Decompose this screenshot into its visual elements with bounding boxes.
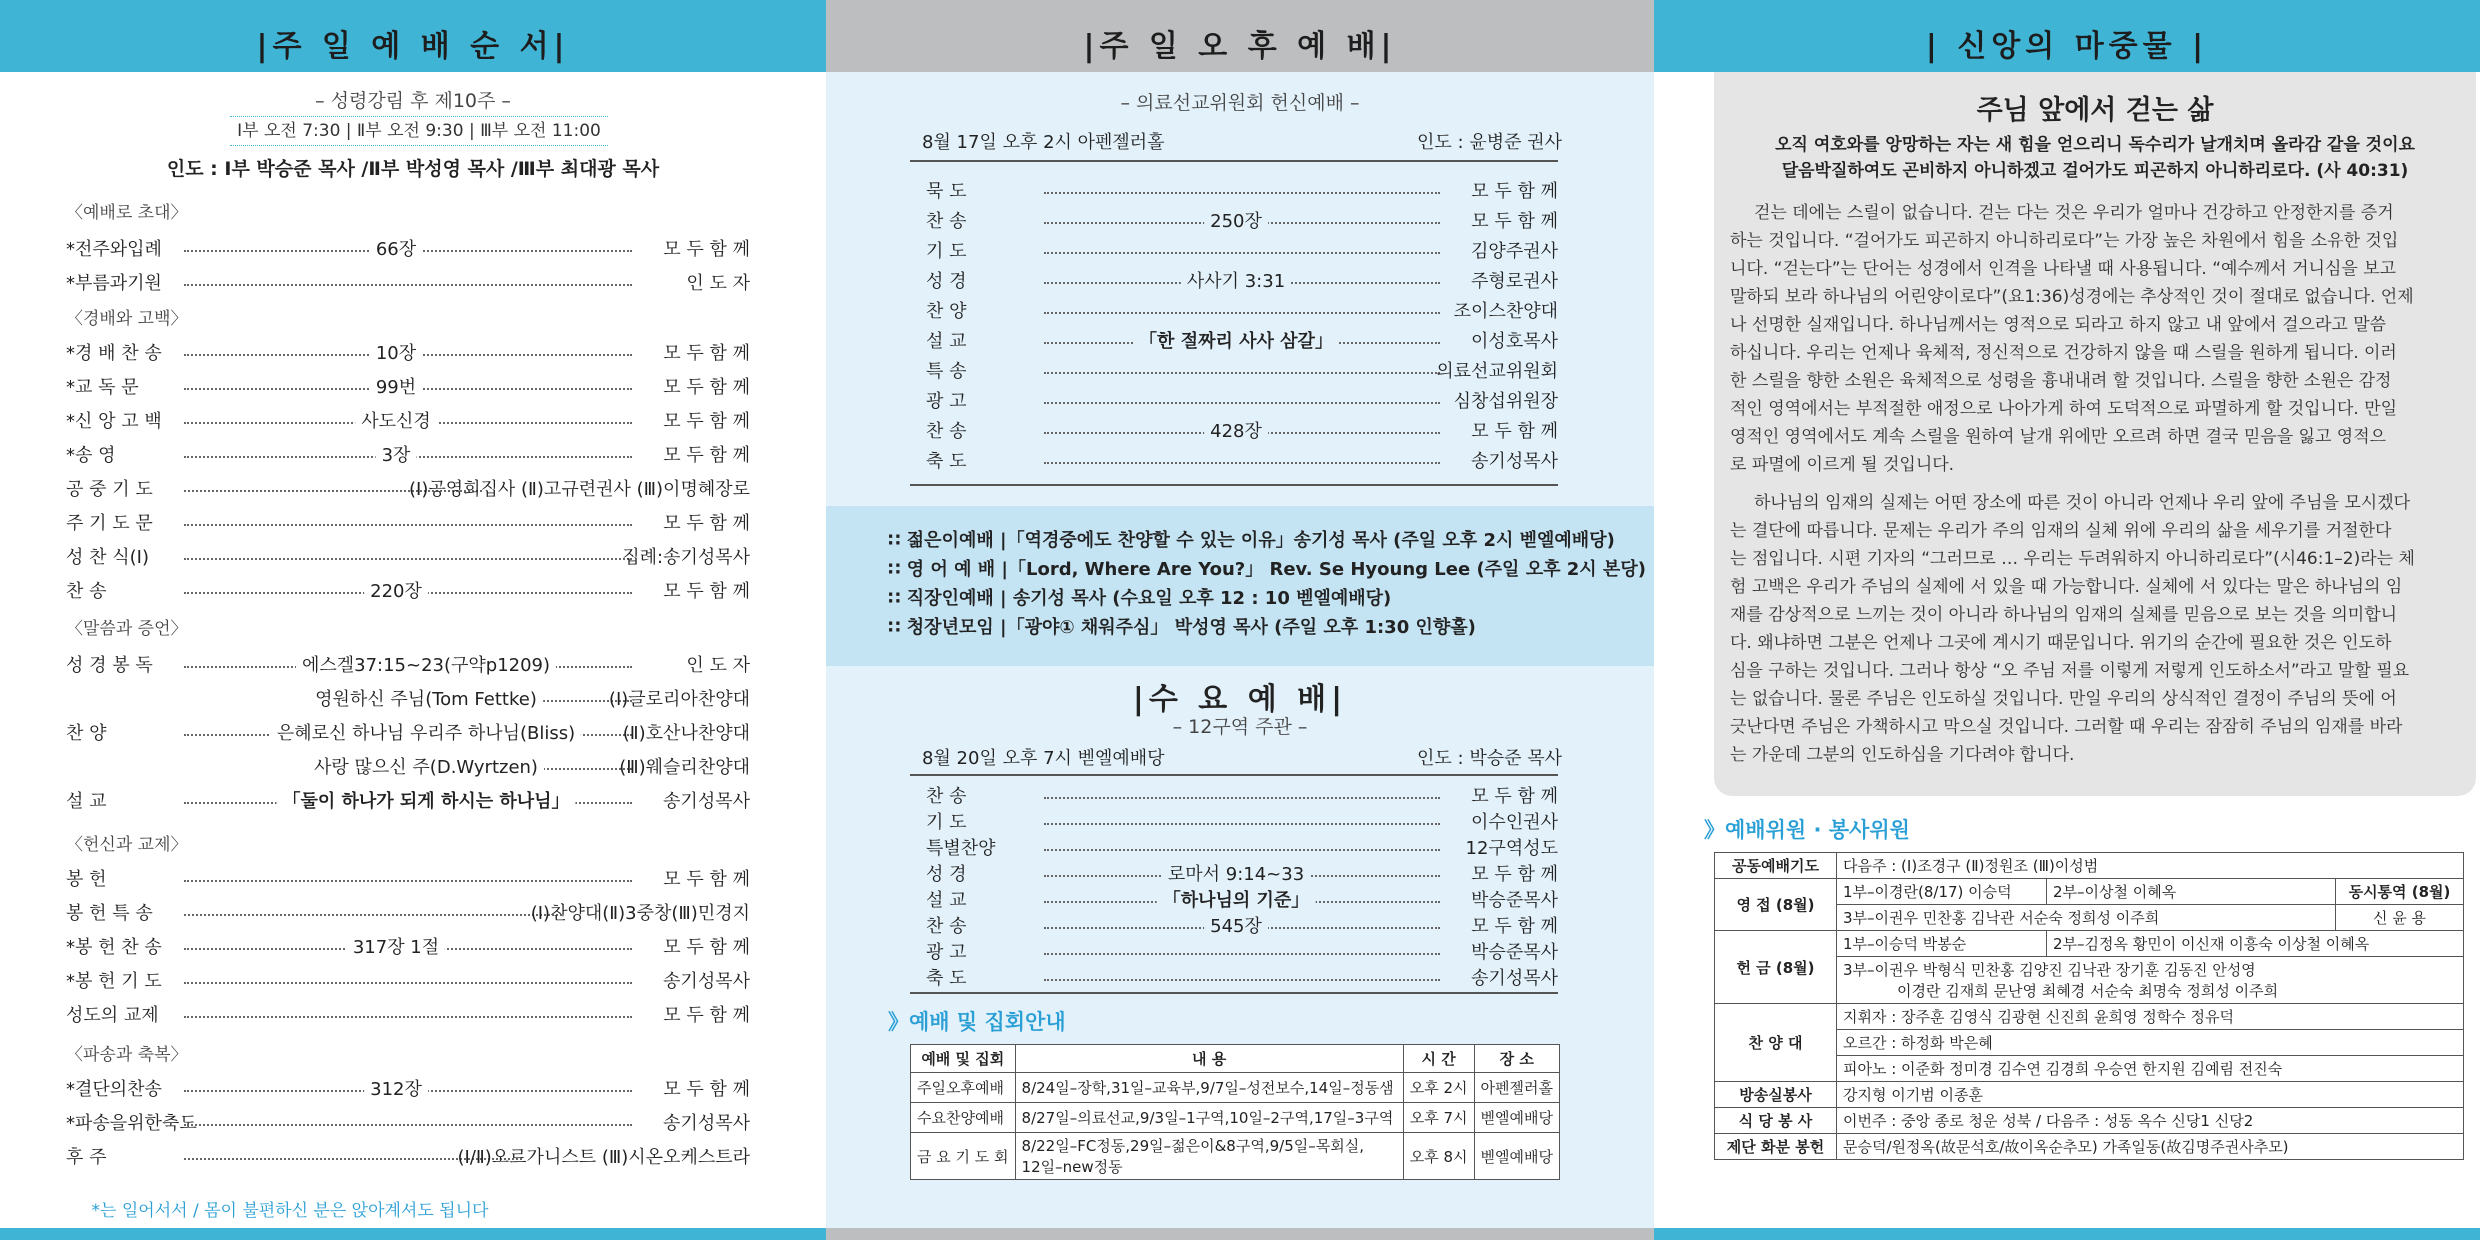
order-person: 모 두 함 께 (663, 937, 750, 958)
order-row (66, 720, 750, 748)
order-label: 광 고 (926, 391, 967, 412)
leader-dots (184, 880, 632, 882)
essay-title: 주님 앞에서 걷는 삶 (1976, 95, 2214, 126)
leader-dots (1044, 462, 1440, 464)
guide-header: 예배 및 집회 (911, 1045, 1016, 1073)
staff-label: 식 당 봉 사 (1715, 1108, 1837, 1134)
sunday-afternoon-panel (826, 0, 1654, 1240)
staff-cell: 2부–이상철 이혜옥 (2047, 879, 2336, 905)
order-label: 광 고 (926, 942, 967, 963)
wednesday-info: 8월 20일 오후 7시 벧엘예배당 (922, 748, 1165, 769)
order-content: 312장 (364, 1076, 428, 1104)
essay-line: 하나님의 임재의 실제는 어떤 장소에 따른 것이 아니라 언제나 우리 앞에 주님을 모시겠다 (1754, 493, 2411, 513)
guide-cell: 벧엘예배당 (1474, 1133, 1559, 1180)
order-person: (Ⅰ/Ⅱ)오르가니스트 (Ⅲ)시온오케스트라 (457, 1147, 750, 1168)
leader-dots (184, 982, 632, 984)
leader-dots (184, 558, 632, 560)
order-label: 설 교 (926, 331, 967, 352)
staff-cell (1837, 1004, 2464, 1082)
order-person: 송기성목사 (1471, 968, 1558, 989)
staff-cell: 신 윤 용 (2336, 905, 2464, 931)
guide-cell: 오후 7시 (1403, 1103, 1474, 1133)
order-person: 인 도 자 (686, 273, 750, 294)
order-label: *결단의찬송 (66, 1079, 162, 1100)
order-row (66, 900, 750, 928)
order-person: 조이스찬양대 (1453, 301, 1558, 322)
order-content: 317장 1절 (347, 934, 445, 962)
order-label: *부름과기원 (66, 273, 162, 294)
divider (910, 774, 1558, 776)
staff-cell-line: 지휘자 : 장주훈 김영식 김광현 신진희 윤희영 정학수 정유덕 (1837, 1004, 2463, 1030)
table-row (1715, 853, 2464, 879)
essay-line: 한 스릴을 향한 소원은 육체적으로 성령을 흉내내려 할 것입니다. 스릴을 향한 소원은 감정 (1730, 371, 2392, 391)
order-row (66, 788, 750, 816)
order-label: 찬 양 (926, 301, 967, 322)
order-label: 설 교 (926, 890, 967, 911)
guide-cell: 아펜젤러홀 (1474, 1073, 1559, 1103)
order-row (66, 866, 750, 894)
leader-dots (1044, 849, 1440, 851)
wednesday-leader: 인도 : 박승준 목사 (1417, 748, 1562, 769)
guide-cell: 주일오후예배 (911, 1073, 1016, 1103)
order-person: 김양주권사 (1471, 241, 1558, 262)
order-content: 사사기 3:31 (1181, 268, 1291, 296)
essay-line: 나 선명한 실재입니다. 하나님께서는 영적으로 되라고 하지 않고 내 앞에서 걸으라고 말씀 (1730, 315, 2387, 335)
notice-item: ∷ 직장인예배 | 송기성 목사 (수요일 오후 12 : 10 벧엘예배당) (888, 588, 1392, 609)
table-row (911, 1103, 1560, 1133)
order-label: 후 주 (66, 1147, 107, 1168)
order-content: 3장 (376, 442, 417, 470)
order-person: 모 두 함 께 (663, 377, 750, 398)
staff-cell: 1부–이승덕 박봉순 (1837, 931, 2047, 957)
order-label: 축 도 (926, 451, 967, 472)
staff-label: 공동예배기도 (1715, 853, 1837, 879)
order-row (926, 810, 1558, 836)
guide-header: 장 소 (1474, 1045, 1559, 1073)
order-row (66, 340, 750, 368)
guide-cell: 금 요 기 도 회 (911, 1133, 1016, 1180)
order-row (66, 578, 750, 606)
order-row (66, 968, 750, 996)
staff-cell-line: 피아노 : 이준화 정미경 김수연 김경희 우승연 한지원 김예림 전진숙 (1843, 1060, 2283, 1078)
essay-line: 다. 왜냐하면 그분은 언제나 그곳에 계시기 때문입니다. 위기의 순간에 필요한 것은 인도하 (1730, 633, 2392, 653)
order-content: 「둘이 하나가 되게 하시는 하나님」 (276, 788, 575, 816)
staff-label: 영 접 (8월) (1715, 879, 1837, 931)
staff-label: 헌 금 (8월) (1715, 931, 1837, 1004)
order-row (66, 934, 750, 962)
order-label: 축 도 (926, 968, 967, 989)
order-content: 에스겔37:15~23(구약p1209) (296, 652, 556, 680)
staff-cell: 이번주 : 중앙 종로 청운 성북 / 다음주 : 성동 옥수 신당1 신당2 (1837, 1108, 2464, 1134)
order-person: 인 도 자 (686, 655, 750, 676)
order-content: 영원하신 주님(Tom Fettke) (309, 686, 543, 714)
order-person: 모 두 함 께 (663, 411, 750, 432)
leader-dots (1044, 953, 1440, 955)
essay-line: 적인 영역에서는 부적절한 애정으로 나아가게 하여 도덕적으로 파멸하게 할 것입니다. 만일 (1730, 399, 2398, 419)
order-row (926, 940, 1558, 966)
leader-dots (1044, 372, 1440, 374)
table-row (1715, 1004, 2464, 1082)
order-person: 송기성목사 (1471, 451, 1558, 472)
divider (910, 992, 1558, 994)
order-person: 이수인권사 (1471, 812, 1558, 833)
order-row (66, 408, 750, 436)
divider (910, 160, 1558, 162)
order-label: 봉 헌 (66, 869, 107, 890)
order-label: 찬 양 (66, 723, 107, 744)
panel-title: | 신앙의 마중물 | (1654, 0, 2480, 72)
section-heading: 〈예배로 초대〉 (66, 203, 188, 223)
order-label: 묵 도 (926, 181, 967, 202)
footer-bar (826, 1228, 1654, 1240)
essay-line: 하십니다. 우리는 언제나 육체적, 정신적으로 건강하지 않을 때 스릴을 원하게 됩니다. 이러 (1730, 343, 2397, 363)
order-label: 찬 송 (926, 786, 967, 807)
order-person: 집례:송기성목사 (622, 547, 750, 568)
order-row (926, 862, 1558, 888)
subtitle: – 성령강림 후 제10주 – (315, 90, 511, 112)
order-content: 10장 (370, 340, 422, 368)
guide-cell: 벧엘예배당 (1474, 1103, 1559, 1133)
order-row (66, 442, 750, 470)
leader-dots (184, 1016, 632, 1018)
order-content: 로마서 9:14~33 (1162, 862, 1310, 888)
order-row (926, 784, 1558, 810)
staff-cell: 강지형 이기범 이종훈 (1837, 1082, 2464, 1108)
order-person: 이성호목사 (1471, 331, 1558, 352)
order-label: 특 송 (926, 361, 967, 382)
guide-cell: 수요찬양예배 (911, 1103, 1016, 1133)
essay-line: 심을 구하는 것입니다. 그러나 항상 “오 주님 저를 이렇게 저렇게 인도하소서”라고 말할 필요 (1730, 661, 2410, 681)
order-row (66, 754, 750, 782)
leader-dots (1044, 402, 1440, 404)
order-label: 설 교 (66, 791, 107, 812)
order-row (926, 966, 1558, 992)
order-content: 250장 (1204, 208, 1268, 236)
order-row (66, 236, 750, 264)
order-label: *봉 헌 찬 송 (66, 937, 162, 958)
wednesday-subtitle: – 12구역 주관 – (1172, 716, 1308, 738)
order-content: 「하나님의 기준」 (1157, 888, 1316, 914)
order-content: 사도신경 (355, 408, 437, 436)
leader-dots (184, 1124, 632, 1126)
guide-header: 내 용 (1015, 1045, 1403, 1073)
leader-dots (1044, 823, 1440, 825)
staff-label: 방송실봉사 (1715, 1082, 1837, 1108)
order-label: 찬 송 (926, 421, 967, 442)
order-row (926, 268, 1558, 296)
order-person: 송기성목사 (663, 971, 750, 992)
verse-line: 달음박질하여도 곤비하지 아니하겠고 걸어가도 피곤하지 아니하리로다. (사 40:31) (1781, 161, 2409, 181)
guide-cell-line: 8/22일–FC정동,29일–젊은이&8구역,9/5일–목회실, (1021, 1137, 1364, 1155)
staff-cell-line: 3부–이권우 박형식 민찬홍 김양진 김낙관 장기훈 김동진 안성영 (1843, 961, 2256, 979)
order-row (926, 888, 1558, 914)
section-heading: 〈헌신과 교제〉 (66, 835, 188, 855)
leader-dots (1044, 797, 1440, 799)
service-leader: 인도 : 윤병준 권사 (1417, 132, 1562, 153)
subtitle: – 의료선교위원회 헌신예배 – (1120, 92, 1360, 114)
order-content: 은혜로신 하나님 우리주 하나님(Bliss) (271, 720, 581, 748)
order-person: 모 두 함 께 (663, 1079, 750, 1100)
staff-label: 제단 화분 봉헌 (1715, 1134, 1837, 1160)
order-person: 12구역성도 (1465, 838, 1558, 859)
sunday-worship-panel (0, 0, 826, 1240)
order-label: 기 도 (926, 812, 967, 833)
notice-item: ∷ 영 어 예 배 |「Lord, Where Are You?」 Rev. Se Hyoung Lee (주일 오후 2시 본당) (888, 559, 1646, 580)
order-label: 성도의 교제 (66, 1005, 159, 1026)
order-person: 모 두 함 께 (663, 581, 750, 602)
guide-cell: 8/27일–의료선교,9/3일–1구역,10일–2구역,17일–3구역 (1015, 1103, 1403, 1133)
order-row (926, 448, 1558, 476)
section-heading: 〈말씀과 증언〉 (66, 619, 188, 639)
order-label: 성 경 봉 독 (66, 655, 153, 676)
order-person: 박승준목사 (1471, 942, 1558, 963)
order-row (926, 298, 1558, 326)
order-content: 545장 (1204, 914, 1268, 940)
order-row (66, 510, 750, 538)
order-row (926, 178, 1558, 206)
staff-cell-line: 이경란 김재희 문난영 최혜경 서순숙 최명숙 정희성 이주희 (1897, 982, 2279, 1000)
order-row (926, 388, 1558, 416)
notice-item: ∷ 젊은이예배 |「역경중에도 찬양할 수 있는 이유」송기성 목사 (주일 오후 2시 벧엘예배당) (888, 530, 1615, 551)
standing-note: *는 일어서서 / 몸이 불편하신 분은 앉아계셔도 됩니다 (91, 1201, 489, 1221)
order-label: 공 중 기 도 (66, 479, 153, 500)
order-person: 송기성목사 (663, 791, 750, 812)
order-person: 박승준목사 (1471, 890, 1558, 911)
order-person: 모 두 함 께 (1471, 421, 1558, 442)
table-row (1715, 1082, 2464, 1108)
verse-line: 오직 여호와를 앙망하는 자는 새 힘을 얻으리니 독수리가 날개치며 올라감 같을 것이요 (1775, 135, 2415, 155)
staff-cell (1837, 957, 2464, 1004)
order-row (66, 270, 750, 298)
order-row (66, 476, 750, 504)
order-label: 찬 송 (66, 581, 107, 602)
order-label: 성 찬 식(Ⅰ) (66, 547, 149, 568)
order-label: *봉 헌 기 도 (66, 971, 162, 992)
order-person: (Ⅰ)공영희집사 (Ⅱ)고규련권사 (Ⅲ)이명혜장로 (409, 479, 750, 500)
order-person: 모 두 함 께 (1471, 181, 1558, 202)
guide-cell: 오후 8시 (1403, 1133, 1474, 1180)
essay-line: 는 결단에 따릅니다. 문제는 우리가 주의 임재의 실체 위에 우리의 삶을 세우기를 거절한다 (1730, 521, 2392, 541)
service-info: 8월 17일 오후 2시 아펜젤러홀 (922, 132, 1165, 153)
order-row (66, 1076, 750, 1104)
order-content: 66장 (370, 236, 422, 264)
guide-cell-line: 12일–new정동 (1021, 1158, 1123, 1176)
essay-line: 험 고백은 우리가 주님의 실제에 서 있을 때 가능합니다. 실체에 서 있다는 말은 하나님의 임 (1730, 577, 2403, 597)
faith-essay-panel (1654, 0, 2480, 1240)
order-row (926, 358, 1558, 386)
staff-cell-line: 오르간 : 하정화 박은혜 (1837, 1030, 2463, 1056)
table-row (1715, 879, 2464, 905)
order-person: 심창섭위원장 (1453, 391, 1558, 412)
panel-title: |주 일 오 후 예 배| (826, 0, 1654, 72)
order-person: 모 두 함 께 (1471, 211, 1558, 232)
order-person: 모 두 함 께 (663, 513, 750, 534)
service-times: Ⅰ부 오전 7:30 | Ⅱ부 오전 9:30 | Ⅲ부 오전 11:00 (230, 116, 608, 146)
order-label: *전주와입례 (66, 239, 162, 260)
staff-cell: 2부–김정옥 황민이 이신재 이흥숙 이상철 이혜옥 (2047, 931, 2464, 957)
staff-cell: 다음주 : (Ⅰ)조경구 (Ⅱ)정원조 (Ⅲ)이성범 (1837, 853, 2464, 879)
order-content: 99번 (370, 374, 422, 402)
order-row (66, 652, 750, 680)
order-label: 주 기 도 문 (66, 513, 153, 534)
order-content: 220장 (364, 578, 428, 606)
order-person: (Ⅱ)호산나찬양대 (622, 723, 750, 744)
order-content: 「한 절짜리 사사 삼갈」 (1133, 328, 1339, 356)
order-person: 의료선교위원회 (1436, 361, 1558, 382)
staff-cell: 3부–이권우 민찬홍 김낙관 서순숙 정희성 이주희 (1837, 905, 2336, 931)
leader-dots (1044, 252, 1440, 254)
footer-bar (1654, 1228, 2480, 1240)
order-row (926, 418, 1558, 446)
essay-line: 는 점입니다. 시편 기자의 “그러므로 … 우리는 두려워하지 아니하리로다”(시46:1–2)라는 체 (1730, 549, 2415, 569)
panel-title: |주 일 예 배 순 서| (0, 0, 826, 72)
order-row (66, 1002, 750, 1030)
order-person: 모 두 함 께 (663, 1005, 750, 1026)
guide-cell (1015, 1133, 1403, 1180)
order-person: 주형로권사 (1471, 271, 1558, 292)
order-row (66, 374, 750, 402)
order-person: 모 두 함 께 (1471, 786, 1558, 807)
order-row (926, 914, 1558, 940)
order-row (926, 836, 1558, 862)
order-label: 성 경 (926, 864, 967, 885)
order-label: *송 영 (66, 445, 116, 466)
order-label: *파송을위한축도 (66, 1113, 197, 1134)
staff-label: 찬 양 대 (1715, 1004, 1837, 1082)
order-row (66, 544, 750, 572)
staff-title: 》예배위원 · 봉사위원 (1704, 818, 1910, 842)
essay-line: 재를 감상적으로 느끼는 것이 아니라 하나님의 임재의 실체를 믿음으로 보는 것을 의미합니 (1730, 605, 2398, 625)
order-content: 사랑 많으신 주(D.Wyrtzen) (308, 754, 544, 782)
staff-cell: 1부–이경란(8/17) 이승덕 (1837, 879, 2047, 905)
order-label: 기 도 (926, 241, 967, 262)
order-person: 모 두 함 께 (663, 445, 750, 466)
table-row (1715, 931, 2464, 957)
leader-dots (1044, 312, 1440, 314)
order-label: 봉 헌 특 송 (66, 903, 153, 924)
leader-dots (184, 914, 562, 916)
order-row (926, 208, 1558, 236)
leader-dots (184, 284, 632, 286)
order-person: 모 두 함 께 (663, 343, 750, 364)
divider (910, 484, 1558, 486)
order-person: 모 두 함 께 (663, 869, 750, 890)
table-row (1715, 1108, 2464, 1134)
guide-cell: 오후 2시 (1403, 1073, 1474, 1103)
staff-table (1714, 852, 2464, 1160)
guide-cell: 8/24일–장학,31일–교육부,9/7일–성전보수,14일–정동샘 (1015, 1073, 1403, 1103)
table-row (911, 1133, 1560, 1180)
essay-line: 는 가운데 그분의 인도하심을 기다려야 합니다. (1730, 745, 2075, 765)
essay-line: 걷는 데에는 스릴이 없습니다. 걷는 다는 것은 우리가 얼마나 건강하고 안정한지를 증거 (1754, 203, 2394, 223)
guide-title: 》예배 및 집회안내 (888, 1010, 1066, 1034)
order-person: 모 두 함 께 (1471, 864, 1558, 885)
section-heading: 〈경배와 고백〉 (66, 309, 188, 329)
order-label: *신 앙 고 백 (66, 411, 162, 432)
order-person: 모 두 함 께 (1471, 916, 1558, 937)
staff-cell: 동시통역 (8월) (2336, 879, 2464, 905)
order-label: *교 독 문 (66, 377, 139, 398)
essay-line: 영적인 영역에서도 계속 스릴을 원하여 날개 위에만 오르려 하면 결국 믿음을 잃고 영적으 (1730, 427, 2387, 447)
essay-line: 는 없습니다. 물론 주님은 인도하실 것입니다. 만일 우리의 상식적인 결정이 주님의 뜻에 어 (1730, 689, 2397, 709)
leader-dots (184, 524, 632, 526)
order-person: 모 두 함 께 (663, 239, 750, 260)
leader-dots (1044, 979, 1440, 981)
wednesday-title: |수 요 예 배| (1132, 682, 1348, 717)
staff-cell: 문승덕/원정옥(故문석호/故이옥순추모) 가족일동(故김명주권사추모) (1837, 1134, 2464, 1160)
order-row (66, 1110, 750, 1138)
order-label: 성 경 (926, 271, 967, 292)
leaders: 인도 : Ⅰ부 박승준 목사 /Ⅱ부 박성영 목사 /Ⅲ부 최대광 목사 (166, 158, 660, 180)
essay-line: 말하되 보라 하나님의 어린양이로다”(요1:36)성경에는 추상적인 것이 절대로 없습니다. 언제 (1730, 287, 2414, 307)
order-row (66, 686, 750, 714)
table-row (911, 1073, 1560, 1103)
essay-line: 긋난다면 주님은 가책하시고 막으실 것입니다. 그러할 때 우리는 잠잠히 주님의 임재를 바라 (1730, 717, 2403, 737)
order-person: 송기성목사 (663, 1113, 750, 1134)
order-label: 찬 송 (926, 916, 967, 937)
guide-table (910, 1044, 1560, 1180)
section-heading: 〈파송과 축복〉 (66, 1045, 188, 1065)
essay-line: 니다. “걷는다”는 단어는 성경에서 인격을 나타낼 때 사용됩니다. “예수께서 거니심을 보고 (1730, 259, 2397, 279)
footer-bar (0, 1228, 826, 1240)
essay-line: 로 파멸에 이르게 될 것입니다. (1730, 455, 1955, 475)
order-row (66, 1144, 750, 1172)
order-label: 특별찬양 (926, 838, 996, 859)
order-person: (Ⅲ)웨슬리찬양대 (619, 757, 750, 778)
order-row (926, 238, 1558, 266)
essay-line: 하는 것입니다. “걸어가도 피곤하지 아니하리로다”는 가장 높은 차원에서 힘을 소유한 것입 (1730, 231, 2399, 251)
notice-item: ∷ 청장년모임 |「광야① 채워주심」 박성영 목사 (주일 오후 1:30 인향홀) (888, 617, 1476, 638)
leader-dots (1044, 192, 1440, 194)
guide-header: 시 간 (1403, 1045, 1474, 1073)
order-row (926, 328, 1558, 356)
order-person: (Ⅰ)글로리아찬양대 (608, 689, 750, 710)
table-row (1715, 1134, 2464, 1160)
order-label: *경 배 찬 송 (66, 343, 162, 364)
order-person: (Ⅰ)찬양대(Ⅱ)3중창(Ⅲ)민경지 (530, 903, 750, 924)
order-content: 428장 (1204, 418, 1268, 446)
order-label: 찬 송 (926, 211, 967, 232)
